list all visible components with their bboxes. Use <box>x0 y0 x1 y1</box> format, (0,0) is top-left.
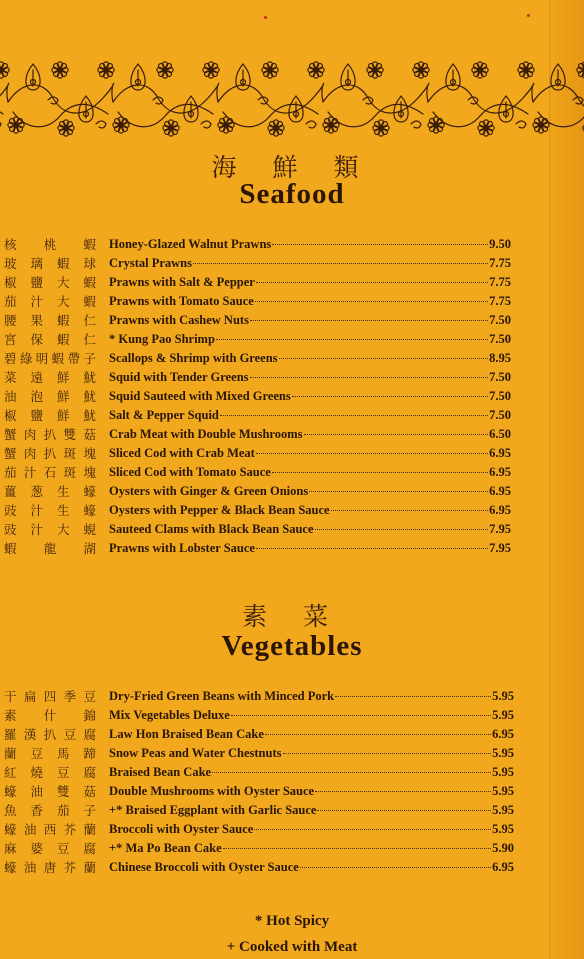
menu-item-english <box>109 292 511 311</box>
dot-leader <box>223 848 491 849</box>
menu-item-chinese-name: 薑 葱 生 蠔 <box>4 484 96 499</box>
menu-item-english <box>109 349 511 368</box>
footnote-cooked-with-meat: + Cooked with Meat <box>226 939 358 955</box>
seafood-chinese-title: 海 鮮 類 <box>211 153 373 182</box>
menu-item-english <box>109 539 511 558</box>
menu-item-english <box>109 782 514 801</box>
menu-item-chinese-name: 羅 漢 扒 豆 腐 <box>4 727 96 742</box>
menu-item-name: Chinese Broccoli with Oyster Sauce <box>109 860 299 874</box>
menu-item-price: 7.50 <box>489 313 511 327</box>
menu-item-english <box>109 463 511 482</box>
menu-item-name: Sliced Cod with Crab Meat <box>109 446 255 460</box>
dot-leader <box>193 263 488 264</box>
menu-item-english <box>109 763 514 782</box>
menu-item-name: Oysters with Pepper & Black Bean Sauce <box>109 503 330 517</box>
menu-item-price: 7.50 <box>489 389 511 403</box>
dot-leader <box>272 244 488 245</box>
dot-leader <box>255 301 488 302</box>
menu-item-price: 5.95 <box>492 746 514 760</box>
menu-item-price: 5.95 <box>492 784 514 798</box>
dot-leader <box>254 829 491 830</box>
dot-leader <box>265 734 491 735</box>
menu-item-price: 6.95 <box>492 727 514 741</box>
menu-item-name: Law Hon Braised Bean Cake <box>109 727 264 741</box>
menu-item-name: Oysters with Ginger & Green Onions <box>109 484 309 498</box>
menu-item-price: 7.50 <box>489 408 511 422</box>
dot-leader <box>250 320 488 321</box>
menu-item-chinese-name: 玻 璃 蝦 球 <box>4 256 96 271</box>
menu-item-price: 7.95 <box>489 522 511 536</box>
menu-item-price: 5.95 <box>492 803 514 817</box>
menu-item-row <box>0 349 584 368</box>
menu-item-chinese-name: 干 扁 四 季 豆 <box>4 689 96 704</box>
vegetables-list <box>0 687 584 877</box>
menu-item-english <box>109 311 511 330</box>
menu-item-price: 7.95 <box>489 541 511 555</box>
menu-item-chinese-name: 椒 鹽 大 蝦 <box>4 275 96 290</box>
menu-item-name: Prawns with Cashew Nuts <box>109 313 249 327</box>
menu-item-name: Squid with Tender Greens <box>109 370 249 384</box>
dot-leader <box>300 867 491 868</box>
paper-speck <box>527 14 530 17</box>
paper-speck <box>264 16 267 19</box>
menu-item-name: Honey-Glazed Walnut Prawns <box>109 237 272 251</box>
menu-item-row <box>0 444 584 463</box>
dot-leader <box>279 358 489 359</box>
menu-item-english <box>109 820 514 839</box>
menu-item-row <box>0 782 584 801</box>
dot-leader <box>292 396 488 397</box>
dot-leader <box>317 810 491 811</box>
menu-item-price: 6.95 <box>492 860 514 874</box>
menu-item-price: 5.95 <box>492 708 514 722</box>
menu-item-row <box>0 744 584 763</box>
menu-item-chinese-name: 蠔 油 唐 芥 蘭 <box>4 860 96 875</box>
menu-item-price: 6.95 <box>489 484 511 498</box>
menu-item-price: 5.95 <box>492 689 514 703</box>
menu-item-row <box>0 292 584 311</box>
vegetables-title: Vegetables <box>221 630 363 662</box>
menu-item-price: 9.50 <box>489 237 511 251</box>
menu-item-chinese-name: 蠔 油 雙 菇 <box>4 784 96 799</box>
menu-item-row <box>0 425 584 444</box>
menu-item-name: Prawns with Tomato Sauce <box>109 294 254 308</box>
menu-item-row <box>0 330 584 349</box>
menu-item-name: Scallops & Shrimp with Greens <box>109 351 278 365</box>
menu-item-english <box>109 839 514 858</box>
menu-item-row <box>0 463 584 482</box>
menu-item-english <box>109 801 514 820</box>
menu-item-price: 6.95 <box>489 465 511 479</box>
menu-item-price: 7.75 <box>489 275 511 289</box>
menu-item-name: Broccoli with Oyster Sauce <box>109 822 254 836</box>
menu-item-english <box>109 706 514 725</box>
dot-leader <box>256 548 488 549</box>
dot-leader <box>315 791 491 792</box>
menu-item-name: Prawns with Lobster Sauce <box>109 541 255 555</box>
dot-leader <box>304 434 489 435</box>
menu-item-chinese-name: 蠔 油 西 芥 蘭 <box>4 822 96 837</box>
menu-item-english <box>109 744 514 763</box>
menu-item-chinese-name: 紅 燒 豆 腐 <box>4 765 96 780</box>
menu-item-name: Sauteed Clams with Black Bean Sauce <box>109 522 314 536</box>
menu-item-row <box>0 801 584 820</box>
dot-leader <box>216 339 488 340</box>
menu-item-price: 7.75 <box>489 256 511 270</box>
menu-item-price: 5.95 <box>492 822 514 836</box>
menu-item-row <box>0 763 584 782</box>
menu-item-chinese-name: 腰 果 蝦 仁 <box>4 313 96 328</box>
menu-item-name: Snow Peas and Water Chestnuts <box>109 746 282 760</box>
menu-item-chinese-name: 蟹 肉 扒 雙 菇 <box>4 427 96 442</box>
menu-item-english <box>109 387 511 406</box>
floral-border-ornament <box>0 40 584 140</box>
menu-item-english <box>109 425 511 444</box>
menu-item-price: 7.50 <box>489 370 511 384</box>
menu-item-row <box>0 406 584 425</box>
dot-leader <box>250 377 489 378</box>
menu-item-name: Double Mushrooms with Oyster Sauce <box>109 784 315 798</box>
menu-item-chinese-name: 豉 汁 生 蠔 <box>4 503 96 518</box>
menu-item-row <box>0 482 584 501</box>
dot-leader <box>212 772 491 773</box>
menu-item-row <box>0 539 584 558</box>
menu-item-english <box>109 482 511 501</box>
dot-leader <box>231 715 491 716</box>
menu-item-name: Braised Bean Cake <box>109 765 212 779</box>
menu-item-english <box>109 406 511 425</box>
dot-leader <box>335 696 491 697</box>
menu-item-chinese-name: 油 泡 鮮 魷 <box>4 389 96 404</box>
menu-item-english <box>109 254 511 273</box>
menu-item-chinese-name: 麻 婆 豆 腐 <box>4 841 96 856</box>
menu-item-row <box>0 387 584 406</box>
menu-item-row <box>0 839 584 858</box>
menu-item-name: Mix Vegetables Deluxe <box>109 708 230 722</box>
menu-item-price: 7.75 <box>489 294 511 308</box>
menu-item-price: 7.50 <box>489 332 511 346</box>
menu-item-chinese-name: 豉 汁 大 蜆 <box>4 522 96 537</box>
dot-leader <box>256 282 488 283</box>
menu-item-english <box>109 725 514 744</box>
footnote-hot-spicy: * Hot Spicy <box>254 913 330 929</box>
menu-item-name: Salt & Pepper Squid <box>109 408 219 422</box>
menu-item-english <box>109 444 511 463</box>
menu-item-chinese-name: 茄 汁 石 斑 塊 <box>4 465 96 480</box>
menu-item-english <box>109 520 511 539</box>
menu-item-english <box>109 368 511 387</box>
dot-leader <box>256 453 488 454</box>
menu-item-chinese-name: 椒 鹽 鮮 魷 <box>4 408 96 423</box>
menu-item-price: 8.95 <box>489 351 511 365</box>
menu-item-chinese-name: 菜 遠 鮮 魷 <box>4 370 96 385</box>
menu-item-price: 6.50 <box>489 427 511 441</box>
seafood-list <box>0 235 584 558</box>
menu-item-english <box>109 235 511 254</box>
menu-item-row <box>0 254 584 273</box>
menu-item-name: Sliced Cod with Tomato Sauce <box>109 465 271 479</box>
menu-item-row <box>0 687 584 706</box>
menu-item-row <box>0 725 584 744</box>
menu-item-english <box>109 330 511 349</box>
dot-leader <box>331 510 489 511</box>
menu-item-name: Dry-Fried Green Beans with Minced Pork <box>109 689 335 703</box>
menu-item-name: Crystal Prawns <box>109 256 192 270</box>
menu-item-name: Prawns with Salt & Pepper <box>109 275 255 289</box>
dot-leader <box>272 472 488 473</box>
menu-item-price: 6.95 <box>489 503 511 517</box>
menu-item-english <box>109 501 511 520</box>
menu-item-chinese-name: 茄 汁 大 蝦 <box>4 294 96 309</box>
menu-item-row <box>0 706 584 725</box>
menu-item-chinese-name: 魚 香 茄 子 <box>4 803 96 818</box>
menu-item-english <box>109 273 511 292</box>
menu-item-chinese-name: 蟹 肉 扒 斑 塊 <box>4 446 96 461</box>
menu-item-chinese-name: 核 桃 蝦 <box>4 237 96 252</box>
menu-item-row <box>0 311 584 330</box>
menu-item-chinese-name: 蝦 龍 湖 <box>4 541 96 556</box>
menu-item-price: 6.95 <box>489 446 511 460</box>
dot-leader <box>315 529 489 530</box>
vegetables-chinese-title: 素 菜 <box>242 602 342 631</box>
menu-item-row <box>0 368 584 387</box>
menu-item-name: +* Braised Eggplant with Garlic Sauce <box>109 803 317 817</box>
dot-leader <box>283 753 492 754</box>
menu-item-chinese-name: 蘭 豆 馬 蹄 <box>4 746 96 761</box>
menu-item-name: +* Ma Po Bean Cake <box>109 841 222 855</box>
menu-item-chinese-name: 素 什 錦 <box>4 708 96 723</box>
menu-item-row <box>0 820 584 839</box>
menu-item-row <box>0 858 584 877</box>
dot-leader <box>220 415 488 416</box>
seafood-title: Seafood <box>239 178 345 210</box>
menu-item-english <box>109 858 514 877</box>
menu-item-chinese-name: 碧 綠 明 蝦 帶 子 <box>4 351 96 366</box>
menu-item-row <box>0 520 584 539</box>
menu-item-english <box>109 687 514 706</box>
menu-item-row <box>0 501 584 520</box>
menu-item-chinese-name: 宮 保 蝦 仁 <box>4 332 96 347</box>
menu-item-price: 5.95 <box>492 765 514 779</box>
menu-item-row <box>0 235 584 254</box>
dot-leader <box>309 491 488 492</box>
menu-item-name: Squid Sauteed with Mixed Greens <box>109 389 291 403</box>
menu-item-name: * Kung Pao Shrimp <box>109 332 215 346</box>
menu-item-row <box>0 273 584 292</box>
menu-item-name: Crab Meat with Double Mushrooms <box>109 427 303 441</box>
menu-item-price: 5.90 <box>492 841 514 855</box>
